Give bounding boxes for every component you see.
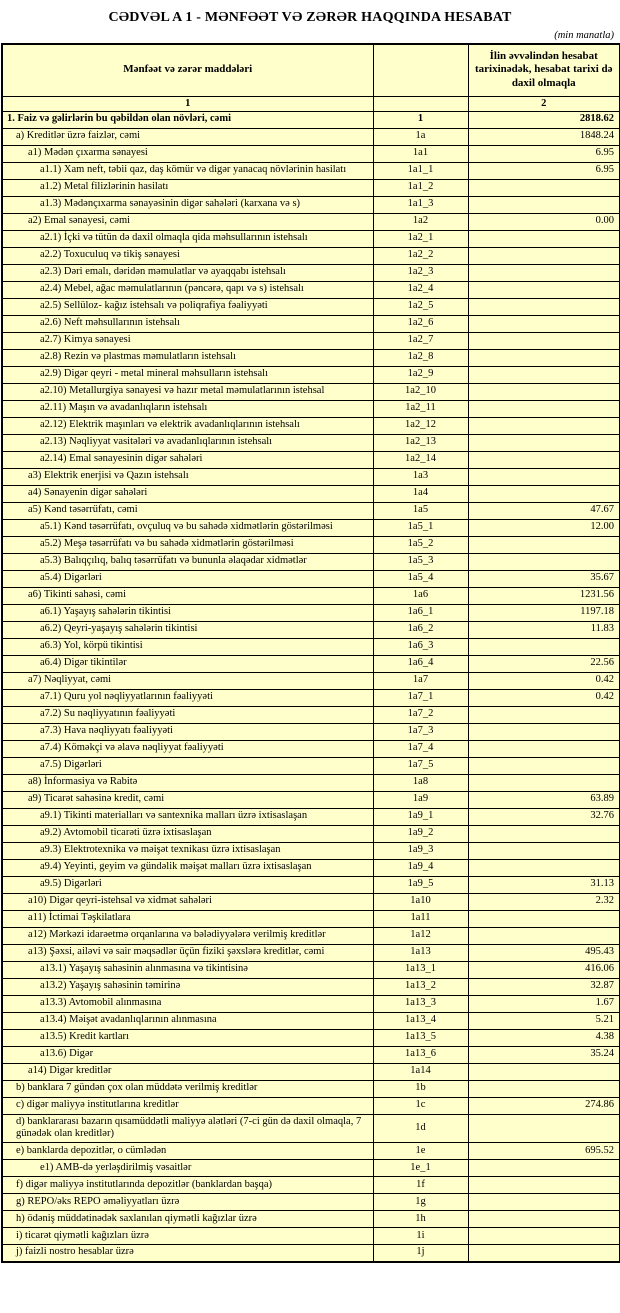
row-item-label: a9.3) Elektrotexnika və məişət texnikası üzrə ixtisaslaşan <box>2 842 373 859</box>
row-item-label: a5.2) Meşə təsərrüfatı və bu sahədə xidmətlərin göstərilməsi <box>2 536 373 553</box>
table-row <box>2 859 620 876</box>
table-column-number-row <box>2 96 620 111</box>
row-code: 1a2_9 <box>373 366 468 383</box>
row-item-label: e) banklarda depozitlər, o cümlədən <box>2 1143 373 1160</box>
row-code: 1a7 <box>373 672 468 689</box>
table-header-row <box>2 44 620 96</box>
row-value: 35.67 <box>468 570 620 587</box>
row-value <box>468 1063 620 1080</box>
table-row <box>2 247 620 264</box>
row-item-label: a7.5) Digərləri <box>2 757 373 774</box>
table-row <box>2 825 620 842</box>
row-item-label: a1.3) Mədənçıxarma sənayəsinin digər sahələri (karxana və s) <box>2 196 373 213</box>
row-code: 1a2_3 <box>373 264 468 281</box>
row-item-label: a6.2) Qeyri-yaşayış sahələrin tikintisi <box>2 621 373 638</box>
table-row <box>2 774 620 791</box>
row-code: 1a7_4 <box>373 740 468 757</box>
row-code: 1a6_4 <box>373 655 468 672</box>
table-row <box>2 383 620 400</box>
row-code: 1g <box>373 1194 468 1211</box>
row-value <box>468 825 620 842</box>
row-item-label: a9) Ticarət sahəsinə kredit, cəmi <box>2 791 373 808</box>
table-row <box>2 519 620 536</box>
row-value <box>468 366 620 383</box>
row-item-label: a2.6) Neft məhsullarının istehsalı <box>2 315 373 332</box>
row-code: 1d <box>373 1114 468 1143</box>
row-code: 1e <box>373 1143 468 1160</box>
row-item-label: a13.3) Avtomobil alınmasına <box>2 995 373 1012</box>
row-item-label: a1.1) Xam neft, təbii qaz, daş kömür və digər yanacaq növlərinin hasilatı <box>2 162 373 179</box>
row-item-label: a3) Elektrik enerjisi və Qazın istehsalı <box>2 468 373 485</box>
row-item-label: a13.5) Kredit kartları <box>2 1029 373 1046</box>
row-code: 1a1_1 <box>373 162 468 179</box>
row-value: 695.52 <box>468 1143 620 1160</box>
table-row <box>2 791 620 808</box>
row-value: 22.56 <box>468 655 620 672</box>
row-value: 5.21 <box>468 1012 620 1029</box>
row-code: 1a6_1 <box>373 604 468 621</box>
row-item-label: a10) Digər qeyri-istehsal və xidmət sahələri <box>2 893 373 910</box>
table-row <box>2 366 620 383</box>
table-row <box>2 757 620 774</box>
table-row <box>2 621 620 638</box>
row-value: 1848.24 <box>468 128 620 145</box>
table-row <box>2 842 620 859</box>
row-item-label: a2) Emal sənayesi, cəmi <box>2 213 373 230</box>
row-code: 1a8 <box>373 774 468 791</box>
table-row <box>2 298 620 315</box>
row-value <box>468 1080 620 1097</box>
row-item-label: h) ödəniş müddətinədək saxlanılan qiymətli kağızlar üzrə <box>2 1211 373 1228</box>
row-value <box>468 485 620 502</box>
row-code: 1a2_7 <box>373 332 468 349</box>
row-code: 1a13_2 <box>373 978 468 995</box>
row-code: 1a2_14 <box>373 451 468 468</box>
table-row <box>2 179 620 196</box>
table-row <box>2 468 620 485</box>
table-row <box>2 995 620 1012</box>
row-item-label: a2.8) Rezin və plastmas məmulatların istehsalı <box>2 349 373 366</box>
row-item-label: a) Kreditlər üzrə faizlər, cəmi <box>2 128 373 145</box>
row-item-label: a13.4) Məişət avadanlıqlarının alınmasına <box>2 1012 373 1029</box>
unit-note: (min manatla) <box>554 30 614 41</box>
profit-loss-table <box>1 43 620 1263</box>
row-code: 1a9 <box>373 791 468 808</box>
row-item-label: a8) İnformasiya və Rabitə <box>2 774 373 791</box>
row-code: 1a9_2 <box>373 825 468 842</box>
row-code: 1a2_11 <box>373 400 468 417</box>
row-value <box>468 417 620 434</box>
table-row <box>2 111 620 128</box>
row-value <box>468 400 620 417</box>
column-number-1: 1 <box>2 96 373 111</box>
table-row <box>2 961 620 978</box>
row-value <box>468 1211 620 1228</box>
row-item-label: a2.7) Kimya sənayesi <box>2 332 373 349</box>
table-row <box>2 451 620 468</box>
table-row <box>2 876 620 893</box>
table-row <box>2 332 620 349</box>
row-code: 1a7_2 <box>373 706 468 723</box>
row-code: 1a10 <box>373 893 468 910</box>
table-row <box>2 145 620 162</box>
row-code: 1a2_6 <box>373 315 468 332</box>
row-item-label: a12) Mərkəzi idarəetmə orqanlarına və bələdiyyələrə verilmiş kreditlər <box>2 927 373 944</box>
table-row <box>2 978 620 995</box>
row-code: 1a6 <box>373 587 468 604</box>
row-code: 1a1_3 <box>373 196 468 213</box>
row-value: 495.43 <box>468 944 620 961</box>
table-row <box>2 927 620 944</box>
row-value <box>468 1177 620 1194</box>
row-code: 1a6_2 <box>373 621 468 638</box>
row-code: 1f <box>373 1177 468 1194</box>
row-value: 0.42 <box>468 672 620 689</box>
row-code: 1a4 <box>373 485 468 502</box>
row-code: 1a9_5 <box>373 876 468 893</box>
row-value: 35.24 <box>468 1046 620 1063</box>
row-code: 1a13 <box>373 944 468 961</box>
row-item-label: a2.13) Nəqliyyat vasitələri və avadanlıqlarının istehsalı <box>2 434 373 451</box>
table-row <box>2 723 620 740</box>
row-item-label: a7.2) Su nəqliyyatının fəaliyyəti <box>2 706 373 723</box>
row-value <box>468 383 620 400</box>
row-item-label: a13.6) Digər <box>2 1046 373 1063</box>
table-row <box>2 417 620 434</box>
table-row <box>2 1160 620 1177</box>
table-row <box>2 162 620 179</box>
row-value: 6.95 <box>468 145 620 162</box>
row-value <box>468 740 620 757</box>
table-row <box>2 1012 620 1029</box>
row-value: 1231.56 <box>468 587 620 604</box>
row-item-label: a6.1) Yaşayış sahələrin tikintisi <box>2 604 373 621</box>
row-item-label: a14) Digər kreditlər <box>2 1063 373 1080</box>
row-code: 1a9_4 <box>373 859 468 876</box>
row-value: 1.67 <box>468 995 620 1012</box>
row-item-label: a2.9) Digər qeyri - metal mineral məhsulların istehsalı <box>2 366 373 383</box>
row-value: 416.06 <box>468 961 620 978</box>
column-number-2: 2 <box>468 96 620 111</box>
row-item-label: f) digər maliyyə institutlarında depozitlər (banklardan başqa) <box>2 1177 373 1194</box>
row-item-label: a2.11) Maşın və avadanlıqların istehsalı <box>2 400 373 417</box>
row-item-label: a9.5) Digərləri <box>2 876 373 893</box>
page-title: CƏDVƏL A 1 - MƏNFƏƏT VƏ ZƏRƏR HAQQINDA HESABAT <box>108 10 512 25</box>
row-item-label: a7.4) Köməkçi və əlavə nəqliyyat fəaliyyəti <box>2 740 373 757</box>
table-row <box>2 1245 620 1262</box>
row-item-label: a2.5) Sellüloz- kağız istehsalı və poliqrafiya fəaliyyəti <box>2 298 373 315</box>
row-code: 1c <box>373 1097 468 1114</box>
row-code: 1a <box>373 128 468 145</box>
row-code: 1a2_5 <box>373 298 468 315</box>
row-item-label: a2.1) İçki və tütün də daxil olmaqla qida məhsullarının istehsalı <box>2 230 373 247</box>
row-code: 1a2 <box>373 213 468 230</box>
row-item-label: a13.2) Yaşayış sahəsinin təmirinə <box>2 978 373 995</box>
row-item-label: a9.2) Avtomobil ticarəti üzrə ixtisaslaşan <box>2 825 373 842</box>
row-value: 0.00 <box>468 213 620 230</box>
row-value <box>468 1114 620 1143</box>
row-code: 1a1 <box>373 145 468 162</box>
table-row <box>2 213 620 230</box>
table-row <box>2 655 620 672</box>
row-item-label: a2.12) Elektrik maşınları və elektrik avadanlıqlarının istehsalı <box>2 417 373 434</box>
table-row <box>2 196 620 213</box>
row-item-label: a7.1) Quru yol nəqliyyatlarının fəaliyyəti <box>2 689 373 706</box>
row-item-label: g) REPO/əks REPO əməliyyatları üzrə <box>2 1194 373 1211</box>
row-code: 1a13_6 <box>373 1046 468 1063</box>
row-code: 1b <box>373 1080 468 1097</box>
row-item-label: c) digər maliyyə institutlarına kreditlər <box>2 1097 373 1114</box>
row-item-label: a7) Nəqliyyat, cəmi <box>2 672 373 689</box>
row-item-label: a6) Tikinti sahəsi, cəmi <box>2 587 373 604</box>
row-value <box>468 332 620 349</box>
row-code: 1a6_3 <box>373 638 468 655</box>
row-code: 1a7_1 <box>373 689 468 706</box>
table-header <box>2 44 620 111</box>
row-code: 1a9_3 <box>373 842 468 859</box>
row-value: 32.76 <box>468 808 620 825</box>
row-value <box>468 536 620 553</box>
row-code: 1j <box>373 1245 468 1262</box>
table-row <box>2 1097 620 1114</box>
table-row <box>2 893 620 910</box>
table-row <box>2 349 620 366</box>
row-item-label: a13) Şəxsi, ailəvi və sair məqsədlər üçün fiziki şəxslərə kreditlər, cəmi <box>2 944 373 961</box>
row-item-label: a2.2) Toxuculuq və tikiş sənayesi <box>2 247 373 264</box>
row-value <box>468 247 620 264</box>
row-item-label: a6.4) Digər tikintilər <box>2 655 373 672</box>
row-value <box>468 468 620 485</box>
row-value: 274.86 <box>468 1097 620 1114</box>
row-value <box>468 298 620 315</box>
table-row <box>2 128 620 145</box>
row-value: 63.89 <box>468 791 620 808</box>
row-value <box>468 1245 620 1262</box>
row-item-label: a5.3) Balıqçılıq, balıq təsərrüfatı və bununla əlaqədar xidmətlər <box>2 553 373 570</box>
row-item-label: a11) İctimai Təşkilatlara <box>2 910 373 927</box>
row-code: 1a2_1 <box>373 230 468 247</box>
table-row <box>2 672 620 689</box>
row-item-label: 1. Faiz və gəlirlərin bu qəbildən olan növləri, cəmi <box>2 111 373 128</box>
row-code: 1a2_8 <box>373 349 468 366</box>
table-row <box>2 315 620 332</box>
row-code: 1a13_4 <box>373 1012 468 1029</box>
table-row <box>2 570 620 587</box>
row-value <box>468 1160 620 1177</box>
header-items-label: Mənfəət və zərər maddələri <box>2 44 373 96</box>
row-value <box>468 1228 620 1245</box>
table-row <box>2 944 620 961</box>
table-row <box>2 1228 620 1245</box>
row-value <box>468 723 620 740</box>
row-item-label: a9.4) Yeyinti, geyim və gündəlik məişət malları üzrə ixtisaslaşan <box>2 859 373 876</box>
table-row <box>2 1029 620 1046</box>
row-code: 1a2_13 <box>373 434 468 451</box>
row-value <box>468 757 620 774</box>
row-value <box>468 638 620 655</box>
table-row <box>2 587 620 604</box>
row-item-label: j) faizli nostro hesablar üzrə <box>2 1245 373 1262</box>
row-value: 1197.18 <box>468 604 620 621</box>
row-item-label: a1.2) Metal filizlərinin hasilatı <box>2 179 373 196</box>
row-code: 1h <box>373 1211 468 1228</box>
row-value <box>468 264 620 281</box>
row-code: 1i <box>373 1228 468 1245</box>
table-row <box>2 638 620 655</box>
row-code: 1a12 <box>373 927 468 944</box>
table-row <box>2 808 620 825</box>
row-code: 1a5_1 <box>373 519 468 536</box>
row-value <box>468 927 620 944</box>
row-item-label: a2.4) Mebel, ağac məmulatlarının (pəncərə, qapı və s) istehsalı <box>2 281 373 298</box>
table-row <box>2 1046 620 1063</box>
row-value <box>468 315 620 332</box>
row-value <box>468 1194 620 1211</box>
row-value <box>468 706 620 723</box>
row-code: 1a5_4 <box>373 570 468 587</box>
row-code: 1a3 <box>373 468 468 485</box>
header-value-label: İlin əvvəlindən hesabat tarixinədək, hesabat tarixi də daxil olmaqla <box>468 44 620 96</box>
row-item-label: a4) Sənayenin digər sahələri <box>2 485 373 502</box>
table-row <box>2 1177 620 1194</box>
row-value: 11.83 <box>468 621 620 638</box>
row-value <box>468 553 620 570</box>
table-body <box>2 111 620 1262</box>
row-code: 1a13_3 <box>373 995 468 1012</box>
row-value: 2818.62 <box>468 111 620 128</box>
row-code: 1a2_4 <box>373 281 468 298</box>
row-code: 1a7_5 <box>373 757 468 774</box>
row-value: 4.38 <box>468 1029 620 1046</box>
row-item-label: a13.1) Yaşayış sahəsinin alınmasına və tikintisinə <box>2 961 373 978</box>
table-row <box>2 400 620 417</box>
row-value <box>468 230 620 247</box>
table-row <box>2 230 620 247</box>
row-item-label: i) ticarət qiymətli kağızları üzrə <box>2 1228 373 1245</box>
row-code: 1a13_5 <box>373 1029 468 1046</box>
table-row <box>2 485 620 502</box>
row-code: 1a13_1 <box>373 961 468 978</box>
row-value <box>468 774 620 791</box>
table-row <box>2 1211 620 1228</box>
table-row <box>2 1063 620 1080</box>
table-row <box>2 1143 620 1160</box>
row-item-label: a2.14) Emal sənayesinin digər sahələri <box>2 451 373 468</box>
table-row <box>2 1114 620 1143</box>
row-value: 6.95 <box>468 162 620 179</box>
row-code: 1a1_2 <box>373 179 468 196</box>
row-value: 2.32 <box>468 893 620 910</box>
table-row <box>2 706 620 723</box>
row-code: 1a7_3 <box>373 723 468 740</box>
row-code: 1 <box>373 111 468 128</box>
row-item-label: a7.3) Hava nəqliyyatı fəaliyyəti <box>2 723 373 740</box>
row-value <box>468 196 620 213</box>
row-value: 12.00 <box>468 519 620 536</box>
row-value: 0.42 <box>468 689 620 706</box>
row-item-label: a9.1) Tikinti materialları və santexnika malları üzrə ixtisaslaşan <box>2 808 373 825</box>
column-number-code <box>373 96 468 111</box>
row-value <box>468 434 620 451</box>
row-value <box>468 349 620 366</box>
row-value: 32.87 <box>468 978 620 995</box>
table-row <box>2 502 620 519</box>
row-item-label: b) banklara 7 gündən çox olan müddətə verilmiş kreditlər <box>2 1080 373 1097</box>
row-code: 1a9_1 <box>373 808 468 825</box>
row-item-label: e1) AMB-də yerləşdirilmiş vəsaitlər <box>2 1160 373 1177</box>
row-code: 1a2_10 <box>373 383 468 400</box>
row-value: 31.13 <box>468 876 620 893</box>
row-value <box>468 859 620 876</box>
table-row <box>2 434 620 451</box>
row-code: 1a5 <box>373 502 468 519</box>
row-value <box>468 910 620 927</box>
row-value <box>468 281 620 298</box>
table-row <box>2 910 620 927</box>
table-row <box>2 604 620 621</box>
row-value <box>468 451 620 468</box>
table-row <box>2 281 620 298</box>
table-row <box>2 264 620 281</box>
row-item-label: a5) Kənd təsərrüfatı, cəmi <box>2 502 373 519</box>
row-code: 1a5_2 <box>373 536 468 553</box>
row-code: 1a14 <box>373 1063 468 1080</box>
row-code: 1a5_3 <box>373 553 468 570</box>
row-item-label: a2.3) Dəri emalı, dəridən məmulatlar və ayaqqabı istehsalı <box>2 264 373 281</box>
row-item-label: a1) Mədən çıxarma sənayesi <box>2 145 373 162</box>
row-item-label: a5.1) Kənd təsərrüfatı, ovçuluq və bu sahədə xidmətlərin göstərilməsi <box>2 519 373 536</box>
row-item-label: a6.3) Yol, körpü tikintisi <box>2 638 373 655</box>
row-item-label: a2.10) Metallurgiya sənayesi və hazır metal məmulatlarının istehsal <box>2 383 373 400</box>
row-item-label: d) banklararası bazarın qısamüddətli maliyyə alətləri (7-ci gün də daxil olmaqla, 7 günədək olan kreditlər) <box>2 1114 373 1143</box>
row-value <box>468 842 620 859</box>
row-code: 1a2_12 <box>373 417 468 434</box>
row-code: 1a11 <box>373 910 468 927</box>
table-row <box>2 1080 620 1097</box>
table-row <box>2 553 620 570</box>
table-row <box>2 536 620 553</box>
row-item-label: a5.4) Digərləri <box>2 570 373 587</box>
table-row <box>2 689 620 706</box>
table-row <box>2 1194 620 1211</box>
row-code: 1e_1 <box>373 1160 468 1177</box>
row-value: 47.67 <box>468 502 620 519</box>
row-code: 1a2_2 <box>373 247 468 264</box>
header-code-label <box>373 44 468 96</box>
table-row <box>2 740 620 757</box>
row-value <box>468 179 620 196</box>
